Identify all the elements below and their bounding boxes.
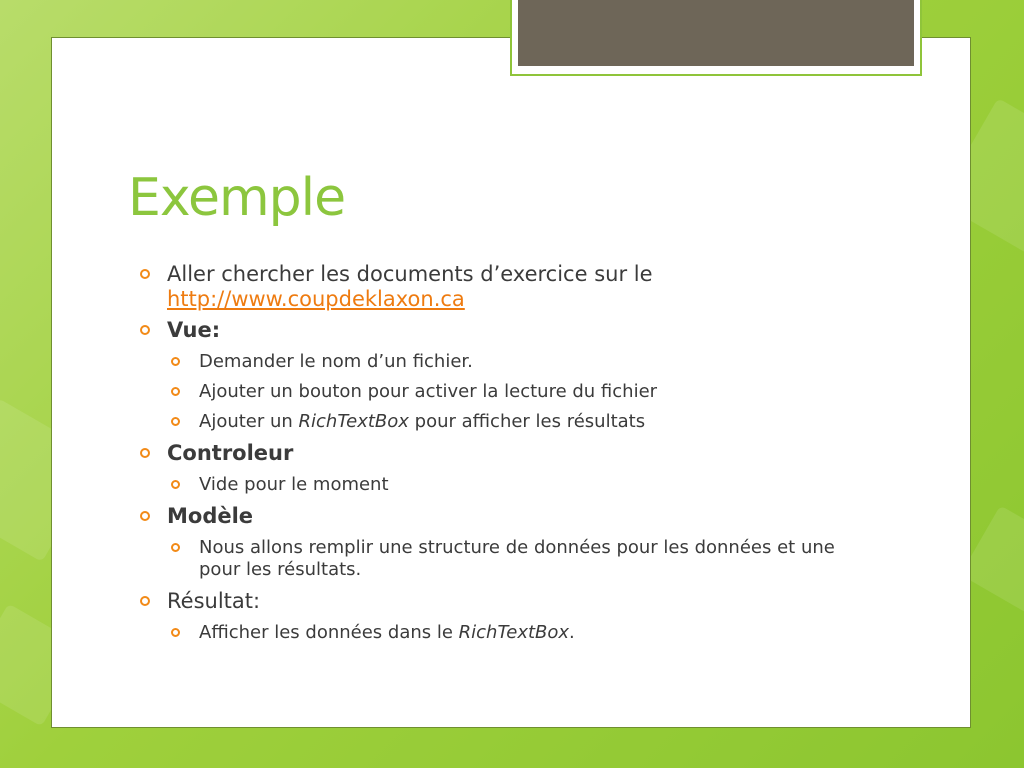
bullet-item (140, 441, 840, 466)
bullet-item (140, 318, 840, 343)
bullet-list (140, 262, 840, 652)
sub-bullet-text: Ajouter un bouton pour activer la lecture du fichier (199, 381, 658, 402)
sub-bullet-text-pre: Ajouter un (199, 411, 299, 432)
bullet-icon (171, 480, 180, 489)
bullet-icon (140, 448, 150, 458)
bullet-item (140, 589, 840, 614)
richtextbox-term: RichTextBox (458, 622, 570, 643)
sub-bullet-text: Nous allons remplir une structure de données pour les données et une pour les résultats. (199, 537, 835, 580)
sub-bullet-text-pre: Afficher les données dans le (199, 622, 459, 643)
sub-bullet-item (140, 381, 840, 403)
sub-bullet-text-post: pour afficher les résultats (408, 411, 646, 432)
bullet-icon (140, 511, 150, 521)
sub-bullet-text: Vide pour le moment (199, 474, 389, 495)
bullet-heading-vue: Vue: (167, 318, 221, 342)
bullet-icon (171, 357, 180, 366)
bullet-heading-modele: Modèle (167, 504, 254, 528)
bullet-icon (171, 628, 180, 637)
bullet-heading-controleur: Controleur (167, 441, 294, 465)
bullet-icon (140, 596, 150, 606)
bullet-heading-resultat: Résultat: (167, 589, 261, 613)
bullet-text: Aller chercher les documents d’exercice sur le (167, 262, 653, 286)
bullet-item (140, 262, 840, 312)
sub-bullet-item (140, 622, 840, 644)
sub-bullet-item (140, 351, 840, 373)
bullet-item (140, 504, 840, 529)
sub-bullet-item (140, 537, 839, 581)
bullet-icon (140, 269, 150, 279)
coupdeklaxon-link[interactable]: http://www.coupdeklaxon.ca (167, 287, 465, 311)
corner-decoration (518, 0, 914, 66)
bullet-icon (171, 417, 180, 426)
sub-bullet-text-post: . (569, 622, 575, 643)
slide-title: Exemple (128, 168, 346, 228)
sub-bullet-item (140, 411, 840, 433)
bullet-icon (171, 543, 180, 552)
bullet-icon (140, 325, 150, 335)
sub-bullet-item (140, 474, 840, 496)
sub-bullet-text: Demander le nom d’un fichier. (199, 351, 473, 372)
bullet-icon (171, 387, 180, 396)
richtextbox-term: RichTextBox (298, 411, 409, 432)
